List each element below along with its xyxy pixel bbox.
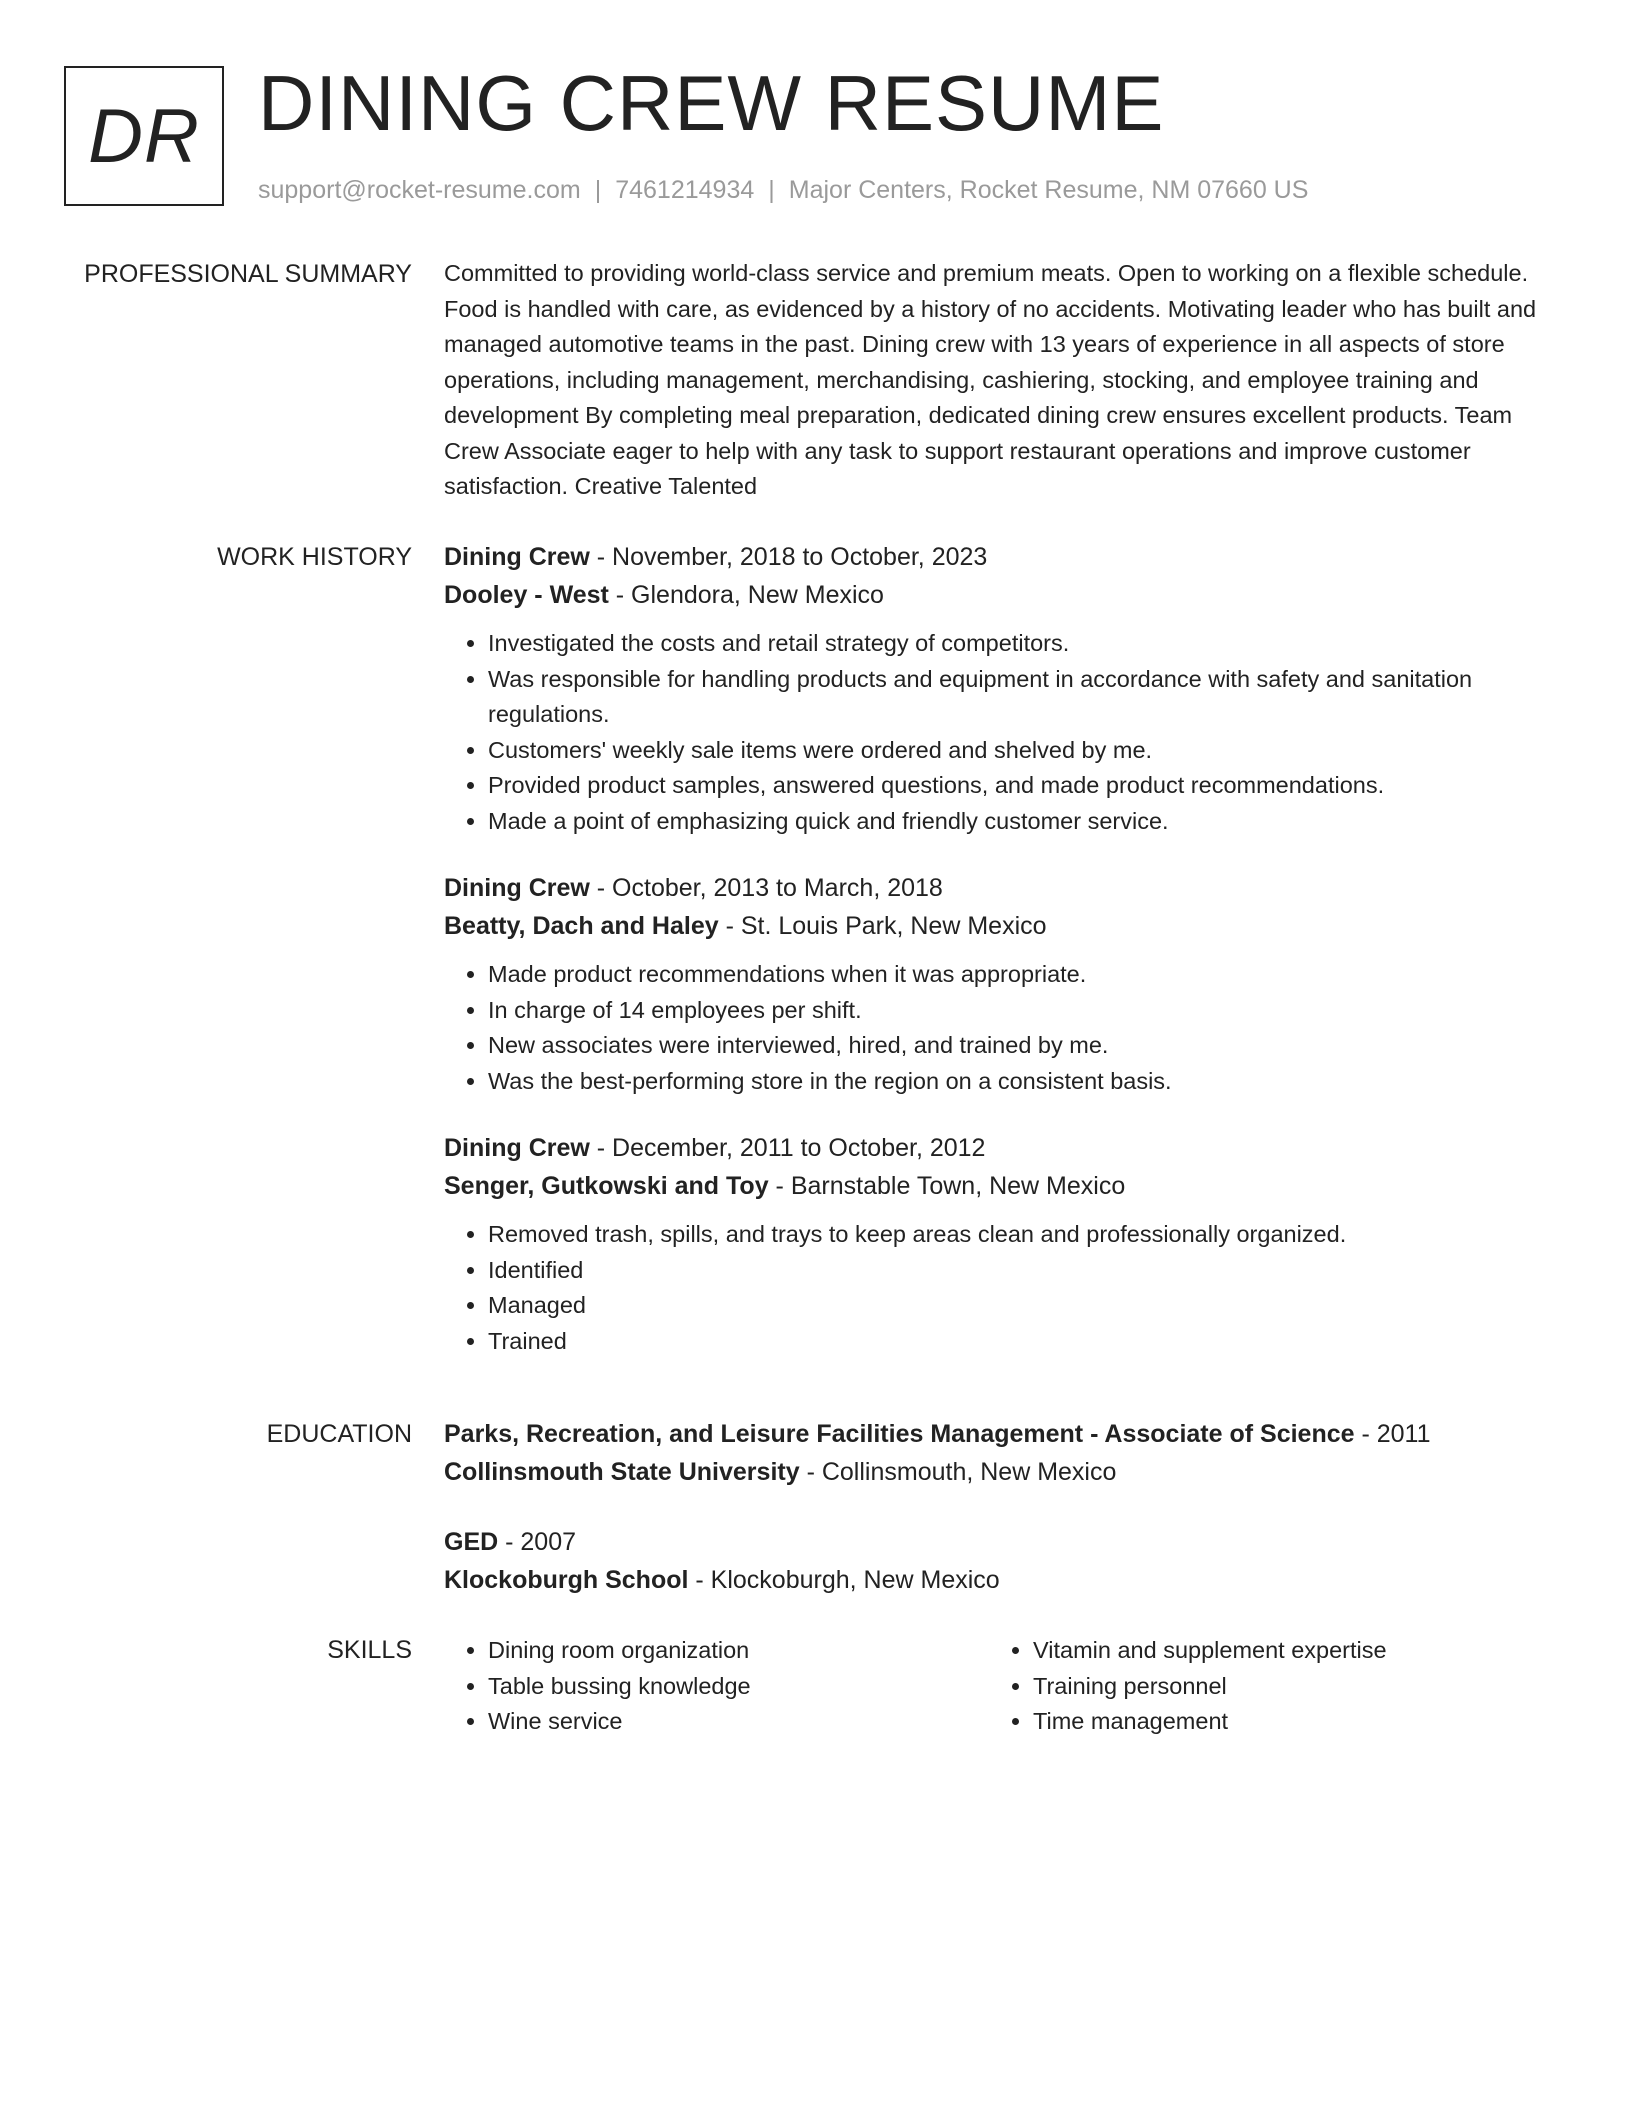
- list-item: • Dining room organization: [488, 1633, 989, 1669]
- job-company: Dooley - West: [444, 581, 609, 609]
- list-item: • Provided product samples, answered questions, and made product recommendations.: [488, 768, 1554, 804]
- list-item: • Managed: [488, 1288, 1554, 1324]
- education-school-line: [444, 1453, 1554, 1491]
- education-degree-line: [444, 1523, 1554, 1561]
- list-item: • Training personnel: [1033, 1669, 1534, 1705]
- list-item: • Identified: [488, 1253, 1554, 1289]
- monogram-text: DR: [88, 93, 200, 179]
- skills-list: [989, 1633, 1534, 1740]
- list-item: • Removed trash, spills, and trays to keep areas clean and professionally organized.: [488, 1217, 1554, 1253]
- skills-column-right: [989, 1633, 1534, 1740]
- job-dates: - October, 2013 to March, 2018: [589, 874, 943, 902]
- skills-column-left: [444, 1633, 989, 1740]
- job-title-line: [444, 1129, 1554, 1167]
- job-entry: [444, 538, 1554, 839]
- skills-section: [444, 1633, 1554, 1740]
- monogram-box: [64, 66, 224, 206]
- job-title-line: [444, 538, 1554, 576]
- education-entry: [444, 1523, 1554, 1599]
- education-location: - Collinsmouth, New Mexico: [799, 1458, 1117, 1486]
- section-label-education: EDUCATION: [266, 1420, 412, 1448]
- job-location: - Glendora, New Mexico: [608, 581, 884, 609]
- list-item: • Wine service: [488, 1704, 989, 1740]
- job-title: Dining Crew: [444, 543, 590, 571]
- job-company-line: [444, 907, 1554, 945]
- list-item: • Customers' weekly sale items were ordered and shelved by me.: [488, 733, 1554, 769]
- contact-separator: |: [768, 176, 775, 204]
- job-company: Senger, Gutkowski and Toy: [444, 1172, 769, 1200]
- list-item: • In charge of 14 employees per shift.: [488, 993, 1554, 1029]
- job-title-line: [444, 869, 1554, 907]
- education-degree-line: [444, 1415, 1554, 1453]
- resume-title: DINING CREW RESUME: [258, 59, 1165, 147]
- list-item: • New associates were interviewed, hired, and trained by me.: [488, 1028, 1554, 1064]
- list-item: • Made product recommendations when it was appropriate.: [488, 957, 1554, 993]
- list-item: • Was the best-performing store in the region on a consistent basis.: [488, 1064, 1554, 1100]
- job-company: Beatty, Dach and Haley: [444, 912, 719, 940]
- education-degree: GED: [444, 1528, 499, 1556]
- education-location: - Klockoburgh, New Mexico: [688, 1566, 1000, 1594]
- job-bullets: [444, 1217, 1554, 1359]
- job-dates: - December, 2011 to October, 2012: [589, 1134, 986, 1162]
- contact-email: support@rocket-resume.com: [258, 176, 581, 204]
- list-item: • Time management: [1033, 1704, 1534, 1740]
- section-label-work: WORK HISTORY: [217, 543, 412, 571]
- job-dates: - November, 2018 to October, 2023: [589, 543, 988, 571]
- contact-line: [258, 174, 1308, 206]
- job-company-line: [444, 1167, 1554, 1205]
- job-location: - Barnstable Town, New Mexico: [768, 1172, 1126, 1200]
- job-entry: [444, 869, 1554, 1099]
- list-item: • Investigated the costs and retail strategy of competitors.: [488, 626, 1554, 662]
- contact-address: Major Centers, Rocket Resume, NM 07660 US: [788, 176, 1309, 204]
- job-bullets: [444, 957, 1554, 1099]
- job-title: Dining Crew: [444, 1134, 590, 1162]
- education-school: Collinsmouth State University: [444, 1458, 800, 1486]
- contact-phone: 7461214934: [615, 176, 755, 204]
- education-degree: Parks, Recreation, and Leisure Facilities Management - Associate of Science: [444, 1420, 1355, 1448]
- work-history-section: [444, 538, 1554, 1389]
- summary-section: [444, 256, 1554, 505]
- job-title: Dining Crew: [444, 874, 590, 902]
- education-section: [444, 1415, 1554, 1599]
- list-item: • Made a point of emphasizing quick and friendly customer service.: [488, 804, 1554, 840]
- job-entry: [444, 1129, 1554, 1359]
- education-entry: [444, 1415, 1554, 1491]
- skills-list: [444, 1633, 989, 1740]
- job-location: - St. Louis Park, New Mexico: [718, 912, 1047, 940]
- section-label-skills: SKILLS: [327, 1636, 412, 1664]
- education-year: - 2011: [1354, 1420, 1431, 1448]
- list-item: • Vitamin and supplement expertise: [1033, 1633, 1534, 1669]
- skills-columns: [444, 1633, 1554, 1740]
- list-item: • Table bussing knowledge: [488, 1669, 989, 1705]
- job-company-line: [444, 576, 1554, 614]
- job-bullets: [444, 626, 1554, 839]
- section-label-summary: PROFESSIONAL SUMMARY: [84, 260, 412, 288]
- contact-separator: |: [594, 176, 602, 204]
- summary-text: Committed to providing world-class service and premium meats. Open to working on a flexible schedule. Food is handled with care, as evidenced by a history of no accidents. Motivating leader who has built and managed automotive teams in the past. Dining crew with 13 years of experience in all aspects of store operations, including management, merchandising, cashiering, stocking, and employee training and development By completing meal preparation, dedicated dining crew ensures excellent products. Team Crew Associate eager to help with any task to support restaurant operations and improve customer satisfaction. Creative Talented: [444, 260, 1537, 499]
- list-item: • Was responsible for handling products and equipment in accordance with safety and sanitation regulations.: [488, 662, 1554, 733]
- list-item: • Trained: [488, 1324, 1554, 1360]
- education-school: Klockoburgh School: [444, 1566, 689, 1594]
- education-year: - 2007: [498, 1528, 577, 1556]
- education-school-line: [444, 1561, 1554, 1599]
